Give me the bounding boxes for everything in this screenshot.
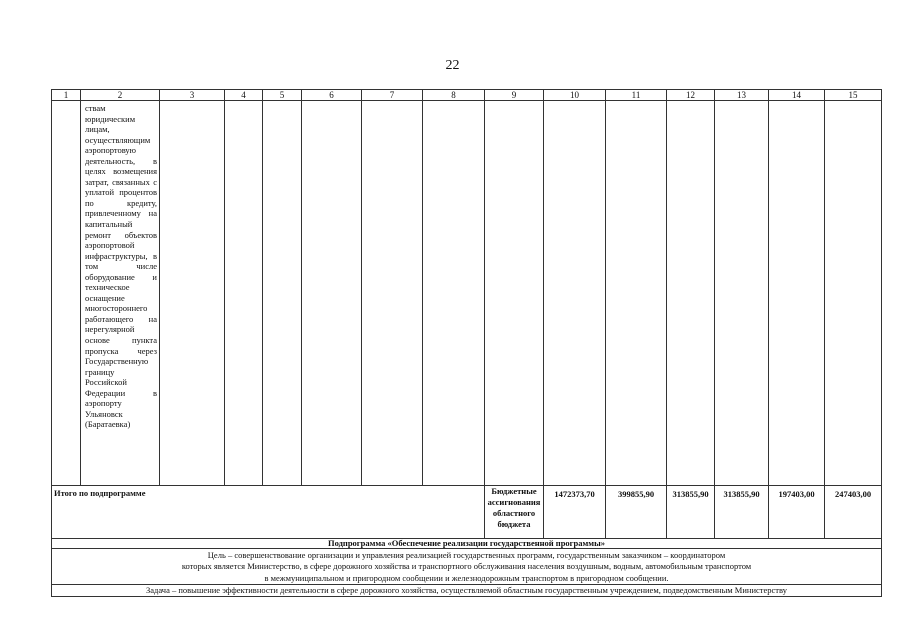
task-row: [52, 584, 882, 596]
column-number: 4: [225, 90, 263, 101]
column-number: 1: [52, 90, 81, 101]
program-table: [51, 89, 882, 597]
activity-row: [52, 101, 882, 486]
empty-cell: [715, 101, 769, 486]
goal-line: Цель – совершенствование организации и управления реализацией государственных программ, государственным заказчиком – координатором: [207, 550, 726, 560]
column-number: 11: [606, 90, 667, 101]
total-value: 197403,00: [769, 486, 825, 539]
goal-line: которых является Министерство, в сфере дорожного хозяйства и транспортного обслуживания населения воздушным, водным, автомобильным транспортом: [181, 561, 752, 572]
activity-description: ствам юридическим лицам, осуществляющим аэропортовую деятельность, в целях возмещения затрат, связанных с уплатой процентов по кредиту, привлеченному на капитальный ремонт объектов аэропортовой инфраструктуры, в том числе оборудование и техническое оснащение многостороннего работающего на нерегулярной основе пункта пропуска через Государственную границу Российской Федерации в аэропорту Ульяновск (Баратаевка): [81, 101, 160, 486]
empty-cell: [160, 101, 225, 486]
empty-cell: [225, 101, 263, 486]
column-number: 7: [362, 90, 423, 101]
column-number: 9: [485, 90, 544, 101]
subprogram-total-row: [52, 486, 882, 539]
empty-cell: [302, 101, 362, 486]
column-number: 6: [302, 90, 362, 101]
empty-cell: [544, 101, 606, 486]
funding-source: Бюджетные ассигнования областного бюджета: [485, 486, 544, 539]
column-number: 15: [825, 90, 882, 101]
goal-row: [52, 549, 882, 585]
empty-cell: [606, 101, 667, 486]
empty-cell: [485, 101, 544, 486]
empty-cell: [263, 101, 302, 486]
subprogram-title-row: [52, 539, 882, 549]
column-number: 12: [667, 90, 715, 101]
total-value: 399855,90: [606, 486, 667, 539]
column-number: 8: [423, 90, 485, 101]
total-value: 1472373,70: [544, 486, 606, 539]
column-number-row: [52, 90, 882, 101]
page-number: 22: [445, 58, 460, 73]
empty-cell: [52, 101, 81, 486]
empty-cell: [769, 101, 825, 486]
column-number: 13: [715, 90, 769, 101]
subprogram-total-label: Итого по подпрограмме: [52, 486, 485, 539]
empty-cell: [423, 101, 485, 486]
total-value: 313855,90: [715, 486, 769, 539]
column-number: 3: [160, 90, 225, 101]
column-number: 2: [81, 90, 160, 101]
empty-cell: [362, 101, 423, 486]
subprogram-goal: [52, 549, 882, 585]
subprogram-task: Задача – повышение эффективности деятельности в сфере дорожного хозяйства, осуществляемой областным государственным учреждением, подведомственным Министерству: [52, 584, 882, 596]
empty-cell: [825, 101, 882, 486]
column-number: 5: [263, 90, 302, 101]
subprogram-title: Подпрограмма «Обеспечение реализации государственной программы»: [52, 539, 882, 549]
total-value: 313855,90: [667, 486, 715, 539]
total-value: 247403,00: [825, 486, 882, 539]
empty-cell: [667, 101, 715, 486]
column-number: 14: [769, 90, 825, 101]
goal-line: в межмуниципальном и пригородном сообщении и железнодорожным транспортом в пригородном сообщении.: [264, 572, 669, 583]
column-number: 10: [544, 90, 606, 101]
